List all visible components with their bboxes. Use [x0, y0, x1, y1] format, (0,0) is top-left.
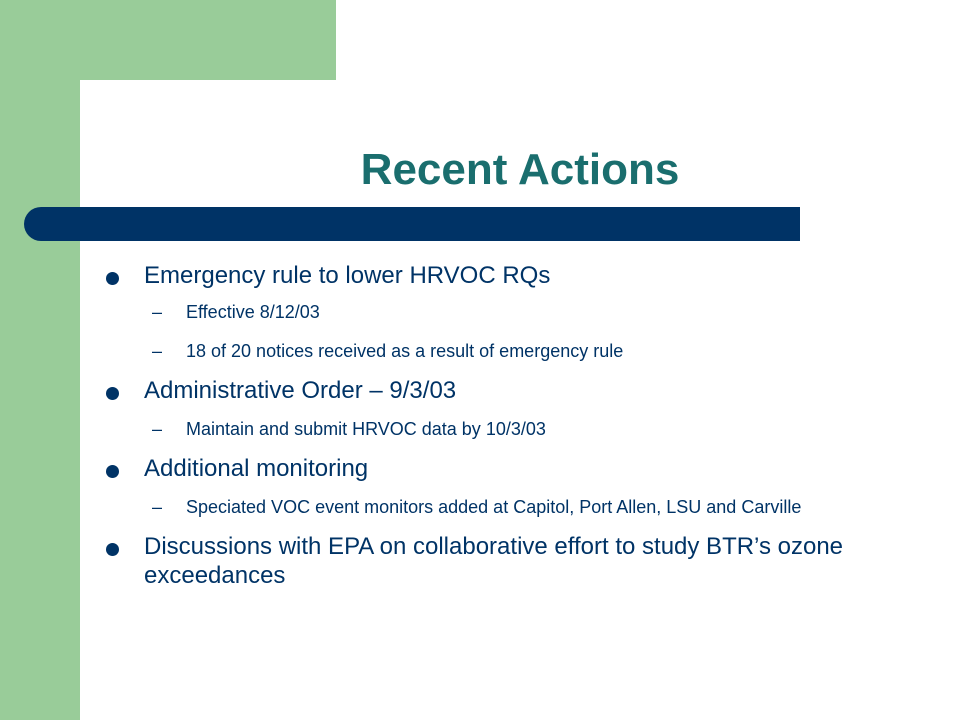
sub-bullet-notices	[100, 340, 920, 362]
bullet-additional-monitoring	[100, 454, 920, 483]
bullet-epa-discussions	[100, 532, 920, 590]
sub-bullet-text: Effective 8/12/03	[186, 302, 320, 322]
sub-bullet-effective-date	[100, 301, 920, 323]
sub-bullet-text: 18 of 20 notices received as a result of emergency rule	[186, 341, 624, 361]
slide-title: Recent Actions	[360, 145, 680, 194]
bullet-administrative-order	[100, 376, 920, 405]
bullet-text: Emergency rule to lower HRVOC RQs	[144, 262, 551, 289]
bullet-dot-icon	[106, 272, 119, 285]
dash-icon: –	[152, 341, 163, 361]
slide-body	[100, 252, 920, 590]
top-green-tab	[0, 0, 336, 80]
sub-bullet-text: Maintain and submit HRVOC data by 10/3/03	[186, 419, 546, 439]
bullet-text: Administrative Order – 9/3/03	[144, 377, 457, 404]
bullet-text: Additional monitoring	[144, 455, 369, 482]
sub-bullet-hrvoc-data	[100, 418, 920, 440]
bullet-emergency-rule	[100, 261, 920, 290]
bullet-text: Discussions with EPA on collaborative effort to study BTR’s ozone exceedances	[144, 533, 844, 589]
title-rule-bar	[24, 207, 800, 241]
dash-icon: –	[152, 419, 163, 439]
dash-icon: –	[152, 497, 163, 517]
bullet-dot-icon	[106, 465, 119, 478]
bullet-dot-icon	[106, 543, 119, 556]
sub-bullet-voc-monitors	[100, 496, 920, 518]
dash-icon: –	[152, 302, 163, 322]
bullet-dot-icon	[106, 387, 119, 400]
left-green-bar	[0, 0, 80, 720]
sub-bullet-text: Speciated VOC event monitors added at Capitol, Port Allen, LSU and Carville	[186, 497, 802, 517]
